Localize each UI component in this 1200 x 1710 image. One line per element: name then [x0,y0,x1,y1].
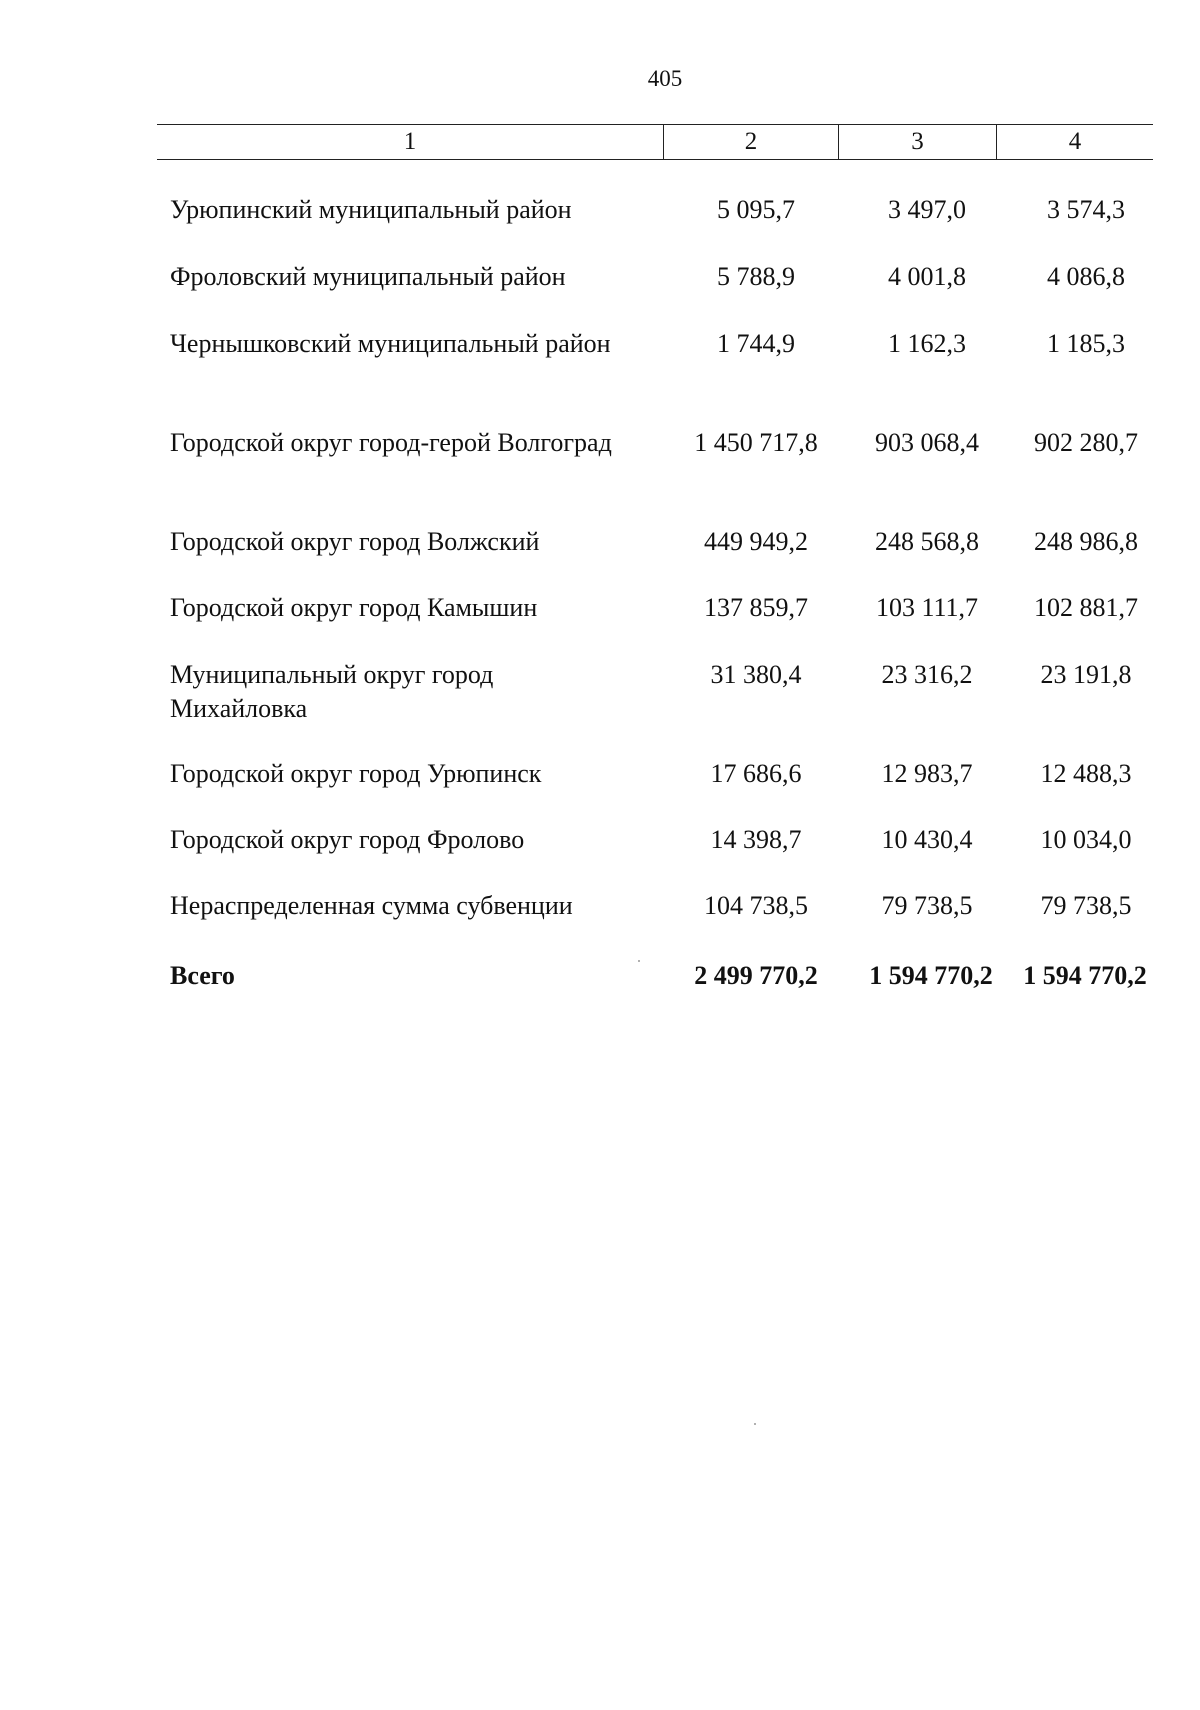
table-header [157,124,1153,160]
row-value-col4: 3 574,3 [1047,195,1125,224]
row-value-col3: 1 162,3 [888,329,966,358]
row-name: Фроловский муниципальный район [170,262,566,291]
row-value-col4: 902 280,7 [1034,428,1138,457]
header-col-4: 4 [1068,128,1082,155]
row-value-col3: 248 568,8 [875,527,979,556]
row-value-col2: 1 450 717,8 [694,428,818,457]
row-name: Чернышковский муниципальный район [170,329,611,358]
row-name: Городской округ город Урюпинск [170,759,542,788]
row-name: Урюпинский муниципальный район [170,195,572,224]
header-col-3: 3 [839,125,997,159]
row-name: Нераспределенная сумма субвенции [170,891,573,920]
row-value-col4: 248 986,8 [1034,527,1138,556]
scan-speck [754,1423,756,1425]
row-value-col4: 10 034,0 [1040,825,1132,854]
row-name: Муниципальный округ город Михайловка [170,660,494,723]
row-value-col3: 4 001,8 [888,262,966,291]
scan-speck [638,960,640,962]
row-name: Городской округ город Камышин [170,593,538,622]
row-value-col3: 103 111,7 [875,593,979,622]
total-value-col2: 2 499 770,2 [694,961,818,990]
header-col-1: 1 [157,125,664,159]
row-value-col3: 10 430,4 [881,825,973,854]
row-value-col2: 5 095,7 [717,195,795,224]
row-value-col3: 23 316,2 [881,660,973,689]
row-value-col3: 903 068,4 [875,428,979,457]
total-value-col3: 1 594 770,2 [869,961,993,990]
row-value-col2: 104 738,5 [704,891,808,920]
row-value-col3: 3 497,0 [888,195,966,224]
page-number: 405 [647,66,683,91]
row-value-col2: 449 949,2 [704,527,808,556]
row-name: Городской округ город Фролово [170,825,525,854]
row-value-col2: 1 744,9 [717,329,795,358]
row-value-col3: 12 983,7 [881,759,973,788]
row-value-col4: 12 488,3 [1040,759,1132,788]
row-value-col4: 23 191,8 [1040,660,1132,689]
total-label: Всего [170,961,235,990]
row-value-col2: 17 686,6 [710,759,802,788]
row-value-col2: 14 398,7 [710,825,802,854]
row-value-col2: 31 380,4 [710,660,802,689]
row-value-col4: 4 086,8 [1047,262,1125,291]
row-value-col4: 102 881,7 [1034,593,1138,622]
row-value-col2: 5 788,9 [717,262,795,291]
row-value-col4: 1 185,3 [1047,329,1125,358]
header-col-2: 2 [664,125,839,159]
row-name: Городской округ город Волжский [170,527,540,556]
row-value-col2: 137 859,7 [704,593,808,622]
row-name: Городской округ город-герой Волгоград [170,428,612,457]
total-value-col4: 1 594 770,2 [1023,961,1147,990]
row-value-col3: 79 738,5 [881,891,973,920]
row-value-col4: 79 738,5 [1040,891,1132,920]
